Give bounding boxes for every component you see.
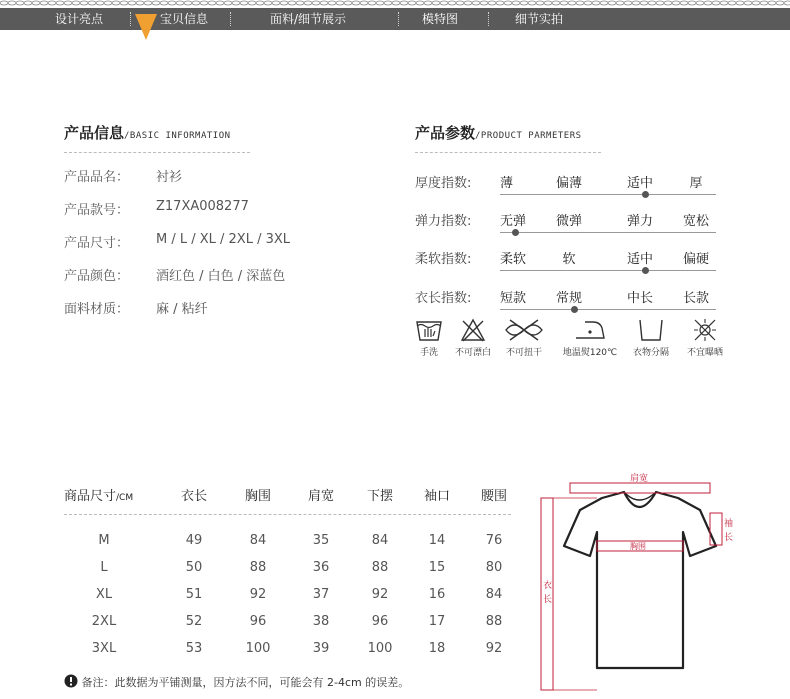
sleeve-label: 袖 [724, 519, 734, 529]
param-option: 软 [562, 252, 576, 267]
param-option: 适中 [626, 176, 653, 191]
size-value-cell: 80 [485, 560, 503, 575]
param-label: 厚度指数: [415, 176, 472, 191]
size-value-cell: 39 [312, 641, 330, 656]
nav-separator [230, 12, 231, 26]
size-unit: /CM [116, 493, 134, 503]
param-option: 薄 [500, 176, 514, 191]
param-track [500, 309, 716, 310]
param-label: 弹力指数: [415, 214, 472, 229]
hand-wash-icon [415, 318, 443, 342]
param-indicator-dot [571, 306, 578, 313]
nav-item-info[interactable]: 宝贝信息 [160, 12, 209, 26]
nav-decoration [0, 0, 790, 6]
size-header: 袖口 [423, 489, 450, 504]
shirt-outline [564, 492, 716, 668]
divider [64, 514, 511, 515]
param-option: 微弹 [555, 214, 582, 229]
size-value-cell: 35 [312, 533, 330, 548]
size-value-cell: 88 [249, 560, 267, 575]
size-value-cell: 49 [185, 533, 203, 548]
size-value-cell: 16 [428, 587, 446, 602]
shoulder-label: 肩宽 [630, 474, 649, 484]
size-value-cell: 84 [249, 533, 267, 548]
length-label: 衣 [543, 581, 553, 591]
info-label: 产品颜色： [64, 269, 130, 284]
nav-item-detail[interactable]: 细节实拍 [515, 12, 564, 26]
info-label: 产品款号： [64, 203, 130, 218]
no-wring-icon [502, 318, 546, 342]
size-header: 腰围 [480, 489, 507, 504]
size-value-cell: 38 [312, 614, 330, 629]
param-label: 衣长指数: [415, 291, 472, 306]
chest-label: 胸围 [630, 542, 646, 551]
param-option: 宽松 [682, 214, 709, 229]
size-value-cell: 96 [371, 614, 389, 629]
nav-separator [398, 12, 399, 26]
size-header: 衣长 [180, 489, 207, 504]
param-option: 偏硬 [682, 252, 709, 267]
info-label: 产品品名： [64, 170, 130, 185]
size-name-cell: L [100, 560, 108, 575]
size-value-cell: 100 [245, 641, 271, 656]
care-label: 手洗 [419, 348, 438, 358]
info-value: M / L / XL / 2XL / 3XL [156, 232, 291, 247]
care-label: 地温熨120℃ [562, 348, 618, 358]
nav-separator [130, 12, 131, 26]
info-value: 酒红色 / 白色 / 深蓝色 [156, 269, 286, 284]
nav-item-fabric[interactable]: 面料/细节展示 [270, 12, 347, 26]
size-header: 胸围 [244, 489, 271, 504]
param-option: 弹力 [626, 214, 653, 229]
param-indicator-dot [512, 229, 519, 236]
size-header: 肩宽 [307, 489, 334, 504]
product-info-title: 产品信息/BASIC INFORMATION [64, 124, 231, 142]
info-value: 衬衫 [156, 170, 183, 185]
size-value-cell: 88 [371, 560, 389, 575]
nav-separator [488, 12, 489, 26]
wash-separately-icon [636, 318, 666, 342]
param-indicator-dot [642, 191, 649, 198]
size-header: 下摆 [366, 489, 393, 504]
size-value-cell: 18 [428, 641, 446, 656]
no-bleach-icon [460, 318, 486, 342]
size-value-cell: 84 [371, 533, 389, 548]
size-note: 备注：此数据为平铺测量，因方法不同，可能会有 2-4cm 的误差。 [64, 674, 409, 690]
size-header: 商品尺寸/CM [64, 489, 134, 504]
top-nav [0, 8, 790, 30]
care-label: 不可漂白 [454, 348, 491, 358]
size-value-cell: 84 [485, 587, 503, 602]
param-indicator-dot [642, 267, 649, 274]
param-option: 长款 [682, 291, 709, 306]
size-name-cell: 2XL [91, 614, 117, 629]
size-value-cell: 88 [485, 614, 503, 629]
care-label: 不宜曝晒 [686, 348, 723, 358]
param-track [500, 270, 716, 271]
param-track [500, 232, 716, 233]
size-value-cell: 14 [428, 533, 446, 548]
size-value-cell: 92 [249, 587, 267, 602]
size-value-cell: 92 [485, 641, 503, 656]
divider [415, 152, 601, 153]
size-name-cell: M [98, 533, 110, 548]
param-track [500, 194, 716, 195]
nav-item-model[interactable]: 模特图 [422, 12, 459, 26]
product-params-subtitle: /PRODUCT PARMETERS [475, 131, 582, 141]
param-option: 适中 [626, 252, 653, 267]
size-value-cell: 36 [312, 560, 330, 575]
info-label: 产品尺寸： [64, 236, 130, 251]
product-info-subtitle: /BASIC INFORMATION [124, 131, 231, 141]
size-value-cell: 37 [312, 587, 330, 602]
info-value: Z17XA008277 [156, 199, 249, 214]
care-label: 衣物分隔 [632, 348, 669, 358]
care-label: 不可扭干 [505, 348, 542, 358]
measurement-diagram [540, 468, 740, 693]
sleeve-label: 长 [724, 533, 734, 543]
iron-low-icon [573, 318, 607, 342]
param-option: 中长 [626, 291, 653, 306]
param-label: 柔软指数: [415, 252, 472, 267]
size-value-cell: 96 [249, 614, 267, 629]
size-name-cell: XL [95, 587, 113, 602]
param-option: 短款 [500, 291, 527, 306]
param-option: 柔软 [500, 252, 527, 267]
size-value-cell: 51 [185, 587, 203, 602]
size-value-cell: 53 [185, 641, 203, 656]
divider [64, 152, 250, 153]
nav-item-design[interactable]: 设计亮点 [55, 12, 104, 26]
length-label: 长 [543, 595, 553, 605]
active-nav-arrow-icon [135, 14, 157, 40]
param-option: 偏薄 [555, 176, 582, 191]
param-option: 常规 [555, 291, 582, 306]
size-value-cell: 100 [367, 641, 393, 656]
size-value-cell: 15 [428, 560, 446, 575]
size-name-cell: 3XL [91, 641, 117, 656]
info-icon [64, 674, 78, 688]
product-params-title: 产品参数/PRODUCT PARMETERS [415, 124, 582, 142]
info-label: 面料材质： [64, 302, 130, 317]
size-value-cell: 92 [371, 587, 389, 602]
param-option: 厚 [689, 176, 703, 191]
no-sun-dry-icon [692, 318, 718, 342]
size-value-cell: 52 [185, 614, 203, 629]
info-value: 麻 / 粘纤 [156, 302, 208, 317]
size-value-cell: 17 [428, 614, 446, 629]
size-value-cell: 76 [485, 533, 503, 548]
param-option: 无弹 [500, 214, 527, 229]
size-value-cell: 50 [185, 560, 203, 575]
